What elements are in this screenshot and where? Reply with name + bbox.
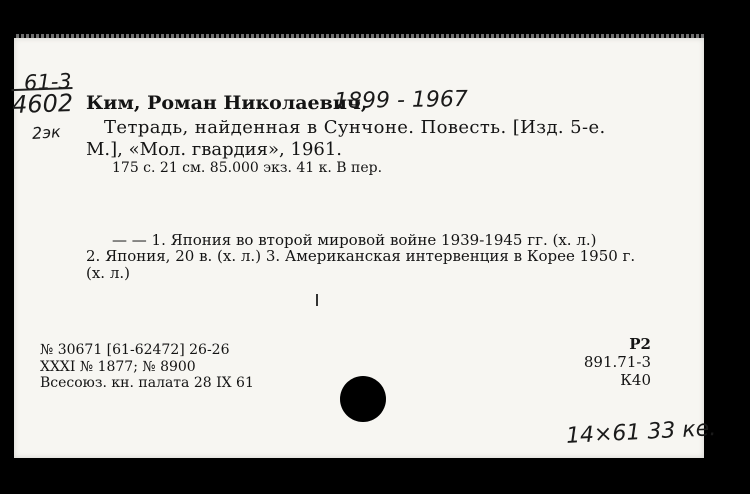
registry-number: № 30671 [61-62472] 26-26 bbox=[40, 342, 230, 358]
registry-volume: XXXI № 1877; № 8900 bbox=[40, 359, 196, 375]
classification-code-3: К40 bbox=[620, 371, 651, 389]
physical-description: 175 с. 21 см. 85.000 экз. 41 к. В пер. bbox=[112, 160, 383, 176]
subject-line-1: — — 1. Япония во второй мировой войне 1939-1945 гг. (х. л.) bbox=[112, 231, 597, 249]
handwritten-class-bottom: 2эк bbox=[31, 122, 62, 143]
punch-hole bbox=[340, 376, 386, 422]
classification-code-1: Р2 bbox=[629, 335, 651, 353]
publication-line: М.], «Мол. гвардия», 1961. bbox=[86, 139, 343, 160]
subject-line-2: 2. Япония, 20 в. (х. л.) 3. Американская интервенция в Корее 1950 г. bbox=[86, 247, 636, 265]
ink-mark bbox=[316, 294, 318, 306]
handwritten-class-top: 61-3 bbox=[23, 69, 73, 95]
registry-chamber: Всесоюз. кн. палата 28 IX 61 bbox=[40, 375, 254, 391]
handwritten-corner-note: 14×61 33 ке. bbox=[565, 416, 717, 449]
title-line: Тетрадь, найденная в Сунчоне. Повесть. [Изд. 5-е. bbox=[104, 117, 606, 138]
classification-code-2: 891.71-3 bbox=[583, 353, 651, 371]
handwritten-dates: 1899 - 1967 bbox=[333, 86, 469, 115]
author-name: Ким, Роман Николаевич, bbox=[86, 92, 368, 114]
handwritten-class-mid: 4602 bbox=[11, 88, 74, 120]
subject-line-3: (х. л.) bbox=[86, 264, 130, 282]
